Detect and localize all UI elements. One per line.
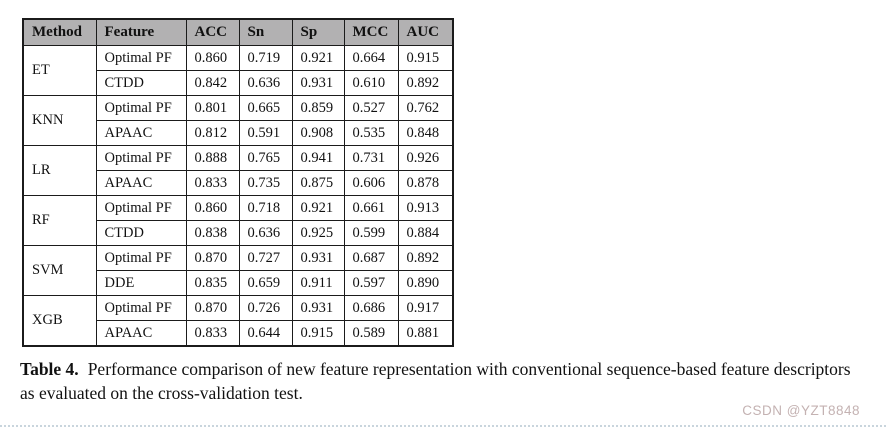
value-cell: 0.718 — [239, 196, 292, 221]
value-cell: 0.606 — [344, 171, 398, 196]
value-cell: 0.762 — [398, 96, 453, 121]
value-cell: 0.915 — [292, 321, 344, 347]
value-cell: 0.892 — [398, 71, 453, 96]
value-cell: 0.888 — [186, 146, 239, 171]
value-cell: 0.860 — [186, 46, 239, 71]
col-header-sp: Sp — [292, 19, 344, 46]
bottom-dotted-divider — [0, 425, 886, 427]
value-cell: 0.881 — [398, 321, 453, 347]
value-cell: 0.727 — [239, 246, 292, 271]
feature-cell: APAAC — [96, 321, 186, 347]
method-cell-lr: LR — [23, 146, 96, 196]
value-cell: 0.686 — [344, 296, 398, 321]
caption-label: Table 4. — [20, 359, 79, 379]
value-cell: 0.941 — [292, 146, 344, 171]
value-cell: 0.535 — [344, 121, 398, 146]
value-cell: 0.833 — [186, 321, 239, 347]
caption-text: Performance comparison of new feature representation with conventional sequence-based feature descriptors as evaluated on the cross-validation test. — [20, 359, 851, 403]
feature-cell: APAAC — [96, 121, 186, 146]
value-cell: 0.726 — [239, 296, 292, 321]
value-cell: 0.870 — [186, 246, 239, 271]
value-cell: 0.915 — [398, 46, 453, 71]
watermark: CSDN @YZT8848 — [742, 403, 860, 418]
feature-cell: DDE — [96, 271, 186, 296]
value-cell: 0.842 — [186, 71, 239, 96]
value-cell: 0.925 — [292, 221, 344, 246]
table-row — [23, 96, 453, 121]
table-row — [23, 296, 453, 321]
method-cell-xgb: XGB — [23, 296, 96, 347]
value-cell: 0.931 — [292, 71, 344, 96]
table-row — [23, 196, 453, 221]
col-header-sn: Sn — [239, 19, 292, 46]
value-cell: 0.860 — [186, 196, 239, 221]
value-cell: 0.859 — [292, 96, 344, 121]
value-cell: 0.597 — [344, 271, 398, 296]
feature-cell: Optimal PF — [96, 46, 186, 71]
value-cell: 0.884 — [398, 221, 453, 246]
method-cell-rf: RF — [23, 196, 96, 246]
feature-cell: Optimal PF — [96, 146, 186, 171]
value-cell: 0.527 — [344, 96, 398, 121]
feature-cell: Optimal PF — [96, 96, 186, 121]
table-row — [23, 246, 453, 271]
value-cell: 0.610 — [344, 71, 398, 96]
value-cell: 0.875 — [292, 171, 344, 196]
value-cell: 0.661 — [344, 196, 398, 221]
value-cell: 0.636 — [239, 221, 292, 246]
value-cell: 0.908 — [292, 121, 344, 146]
feature-cell: Optimal PF — [96, 246, 186, 271]
table-caption — [20, 358, 860, 405]
value-cell: 0.589 — [344, 321, 398, 347]
value-cell: 0.801 — [186, 96, 239, 121]
col-header-auc: AUC — [398, 19, 453, 46]
value-cell: 0.765 — [239, 146, 292, 171]
method-cell-knn: KNN — [23, 96, 96, 146]
value-cell: 0.835 — [186, 271, 239, 296]
col-header-feature: Feature — [96, 19, 186, 46]
feature-cell: CTDD — [96, 221, 186, 246]
value-cell: 0.644 — [239, 321, 292, 347]
performance-table — [22, 18, 454, 347]
value-cell: 0.833 — [186, 171, 239, 196]
value-cell: 0.659 — [239, 271, 292, 296]
value-cell: 0.848 — [398, 121, 453, 146]
value-cell: 0.838 — [186, 221, 239, 246]
value-cell: 0.926 — [398, 146, 453, 171]
value-cell: 0.735 — [239, 171, 292, 196]
value-cell: 0.911 — [292, 271, 344, 296]
table-row — [23, 46, 453, 71]
feature-cell: APAAC — [96, 171, 186, 196]
value-cell: 0.890 — [398, 271, 453, 296]
value-cell: 0.687 — [344, 246, 398, 271]
value-cell: 0.878 — [398, 171, 453, 196]
value-cell: 0.917 — [398, 296, 453, 321]
col-header-method: Method — [23, 19, 96, 46]
value-cell: 0.870 — [186, 296, 239, 321]
feature-cell: Optimal PF — [96, 196, 186, 221]
value-cell: 0.636 — [239, 71, 292, 96]
value-cell: 0.591 — [239, 121, 292, 146]
value-cell: 0.931 — [292, 296, 344, 321]
value-cell: 0.921 — [292, 46, 344, 71]
value-cell: 0.664 — [344, 46, 398, 71]
value-cell: 0.812 — [186, 121, 239, 146]
value-cell: 0.913 — [398, 196, 453, 221]
value-cell: 0.921 — [292, 196, 344, 221]
table-row — [23, 146, 453, 171]
table-header-row — [23, 19, 453, 46]
method-cell-svm: SVM — [23, 246, 96, 296]
value-cell: 0.892 — [398, 246, 453, 271]
value-cell: 0.731 — [344, 146, 398, 171]
value-cell: 0.931 — [292, 246, 344, 271]
col-header-acc: ACC — [186, 19, 239, 46]
method-cell-et: ET — [23, 46, 96, 96]
value-cell: 0.719 — [239, 46, 292, 71]
col-header-mcc: MCC — [344, 19, 398, 46]
feature-cell: Optimal PF — [96, 296, 186, 321]
value-cell: 0.599 — [344, 221, 398, 246]
feature-cell: CTDD — [96, 71, 186, 96]
value-cell: 0.665 — [239, 96, 292, 121]
